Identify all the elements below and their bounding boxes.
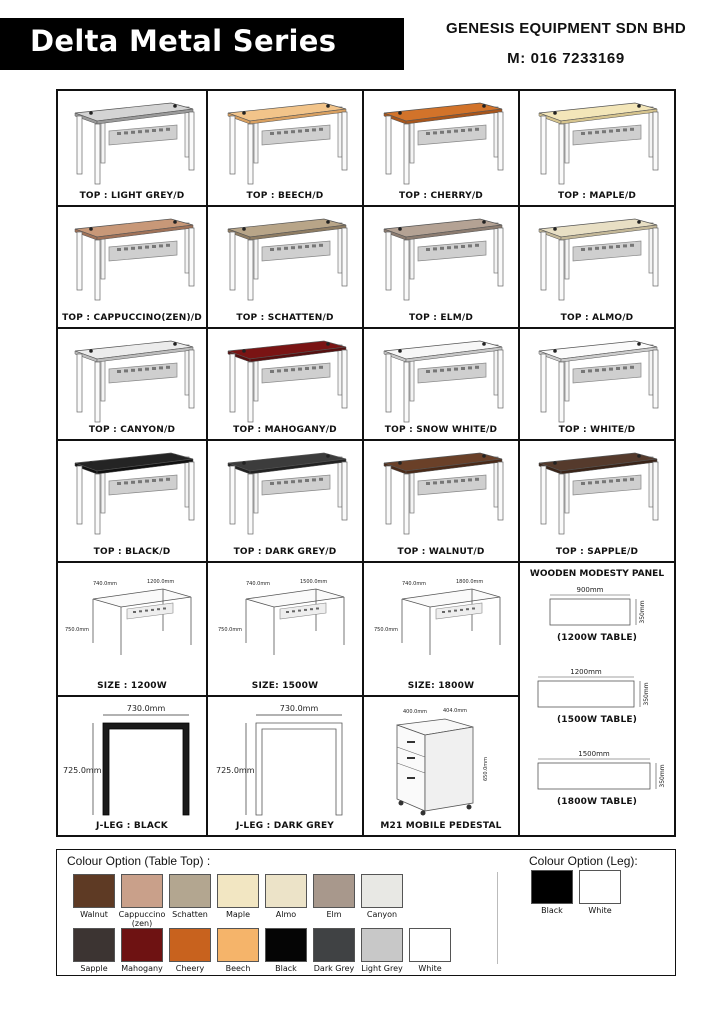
size-card (208, 563, 364, 697)
phone-number: M: 016 7233169 (507, 50, 625, 67)
leg-width: 730.0mm (126, 704, 166, 713)
leg-height: 725.0mm (63, 766, 102, 775)
colour-swatch (73, 928, 115, 962)
cell-caption: TOP : ELM/D (408, 313, 474, 323)
page-title: Delta Metal Series (30, 24, 337, 58)
size-card (364, 563, 520, 697)
colour-swatch (409, 928, 451, 962)
height-dim: 750.0mm (374, 627, 399, 633)
cell-caption: TOP : WHITE/D (558, 425, 636, 435)
size-drawing (63, 571, 203, 666)
colour-swatch-label: Dark Grey (313, 964, 355, 973)
panel-caption: (1800W TABLE) (556, 797, 638, 807)
leg-height: 725.0mm (216, 766, 255, 775)
colour-swatch (121, 874, 163, 908)
table-card (520, 207, 674, 329)
leg-width: 730.0mm (279, 704, 319, 713)
table-card (58, 329, 208, 441)
cell-caption: TOP : LIGHT GREY/D (79, 191, 185, 201)
width-dim: 1800.0mm (456, 579, 484, 585)
desk-illustration (378, 215, 506, 305)
table-card (520, 329, 674, 441)
colour-swatch (217, 874, 259, 908)
colour-swatch-label: Cheery (175, 964, 205, 973)
colour-swatch-label: Elm (326, 910, 342, 919)
cell-caption: TOP : CANYON/D (88, 425, 176, 435)
cell-caption: J-LEG : BLACK (96, 821, 168, 831)
colour-swatch-label: Beech (225, 964, 251, 973)
modesty-panel-title: WOODEN MODESTY PANEL (529, 569, 665, 579)
colour-swatch (313, 928, 355, 962)
desk-illustration (378, 99, 506, 189)
colour-swatch (361, 928, 403, 962)
colour-swatch-label: Black (275, 964, 297, 973)
colour-swatch (265, 928, 307, 962)
colour-swatch-label: Almo (275, 910, 297, 919)
size-drawing (372, 571, 512, 666)
leg-drawing (216, 699, 356, 817)
desk-illustration (69, 99, 197, 189)
colour-swatch-label: Canyon (366, 910, 398, 919)
colour-swatch-label: Black (541, 906, 563, 915)
desk-illustration (378, 449, 506, 539)
cell-caption: SIZE : 1200W (97, 681, 167, 691)
colour-swatch (531, 870, 573, 904)
cell-caption: J-LEG : DARK GREY (235, 821, 335, 831)
colour-options-panel (56, 849, 676, 976)
modesty-panel-card (520, 563, 674, 835)
desk-illustration (533, 99, 661, 189)
cell-caption: SIZE: 1500W (251, 681, 319, 691)
cell-caption: SIZE: 1800W (407, 681, 475, 691)
cell-caption: TOP : SAPPLE/D (555, 547, 639, 557)
table-card (58, 91, 208, 207)
desk-illustration (222, 337, 350, 427)
cell-caption: TOP : MAHOGANY/D (233, 425, 337, 435)
table-card (520, 441, 674, 563)
desk-illustration (533, 215, 661, 305)
pedestal-width: 400.0mm (403, 709, 428, 715)
cell-caption: M21 MOBILE PEDESTAL (380, 821, 502, 831)
table-card (364, 91, 520, 207)
divider (497, 872, 498, 964)
size-card (58, 563, 208, 697)
desk-illustration (222, 449, 350, 539)
cell-caption: TOP : SNOW WHITE/D (384, 425, 498, 435)
colour-swatch (361, 874, 403, 908)
panel-width: 900mm (576, 586, 604, 594)
table-card (58, 207, 208, 329)
cell-caption: TOP : SCHATTEN/D (236, 313, 334, 323)
colour-swatch (579, 870, 621, 904)
desk-illustration (533, 337, 661, 427)
panel-height: 350mm (639, 600, 646, 624)
colour-swatch-label: White (588, 906, 612, 915)
height-dim: 750.0mm (218, 627, 243, 633)
table-card (208, 329, 364, 441)
desk-illustration (378, 337, 506, 427)
table-card (364, 441, 520, 563)
colour-swatch-label: Maple (225, 910, 251, 919)
size-drawing (216, 571, 356, 666)
cell-caption: TOP : ALMO/D (560, 313, 634, 323)
colour-swatch (169, 874, 211, 908)
panel-width: 1200mm (570, 668, 602, 676)
panel-width: 1500mm (578, 750, 610, 758)
width-dim: 1200.0mm (147, 579, 175, 585)
pedestal-depth: 404.0mm (443, 708, 468, 714)
colour-swatch-label: Schatten (172, 910, 208, 919)
colour-swatch-label: Light Grey (361, 964, 403, 973)
colour-swatch (217, 928, 259, 962)
desk-illustration (69, 449, 197, 539)
panel-caption: (1200W TABLE) (556, 633, 638, 643)
colour-swatch (169, 928, 211, 962)
width-dim: 1500.0mm (300, 579, 328, 585)
pedestal-drawing (377, 699, 507, 817)
colour-swatch (121, 928, 163, 962)
table-card (208, 91, 364, 207)
table-card (208, 207, 364, 329)
panel-height: 350mm (643, 682, 650, 706)
desk-illustration (69, 215, 197, 305)
leg-card (208, 697, 364, 835)
product-grid (56, 89, 676, 837)
table-card (364, 207, 520, 329)
table-card (58, 441, 208, 563)
desk-illustration (222, 215, 350, 305)
colour-swatch-label: White (418, 964, 442, 973)
depth-dim: 740.0mm (402, 581, 427, 587)
cell-caption: TOP : DARK GREY/D (233, 547, 337, 557)
leg-drawing (63, 699, 203, 817)
pedestal-height: 650.0mm (483, 756, 489, 782)
depth-dim: 740.0mm (93, 581, 118, 587)
cell-caption: TOP : CAPPUCCINO(ZEN)/D (62, 313, 202, 323)
title-banner (0, 18, 404, 70)
leg-card (58, 697, 208, 835)
panel-caption: (1500W TABLE) (556, 715, 638, 725)
desk-illustration (222, 99, 350, 189)
height-dim: 750.0mm (65, 627, 90, 633)
pedestal-card (364, 697, 520, 835)
cell-caption: TOP : CHERRY/D (399, 191, 483, 201)
leg-colour-title: Colour Option (Leg): (529, 854, 638, 868)
colour-swatch-label: Mahogany (121, 964, 163, 973)
panel-height: 350mm (659, 764, 666, 788)
table-card (364, 329, 520, 441)
colour-swatch (265, 874, 307, 908)
colour-swatch (313, 874, 355, 908)
cell-caption: TOP : BLACK/D (93, 547, 171, 557)
colour-swatch-label: Cappuccino (zen) (118, 910, 166, 928)
table-card (208, 441, 364, 563)
desk-illustration (533, 449, 661, 539)
cell-caption: TOP : MAPLE/D (557, 191, 636, 201)
colour-swatch-label: Sapple (80, 964, 108, 973)
colour-swatch-label: Walnut (80, 910, 108, 919)
cell-caption: TOP : BEECH/D (246, 191, 324, 201)
desk-illustration (69, 337, 197, 427)
table-card (520, 91, 674, 207)
depth-dim: 740.0mm (246, 581, 271, 587)
colour-swatch (73, 874, 115, 908)
top-colour-title: Colour Option (Table Top) : (67, 854, 211, 868)
cell-caption: TOP : WALNUT/D (397, 547, 485, 557)
company-name: GENESIS EQUIPMENT SDN BHD (445, 20, 687, 37)
